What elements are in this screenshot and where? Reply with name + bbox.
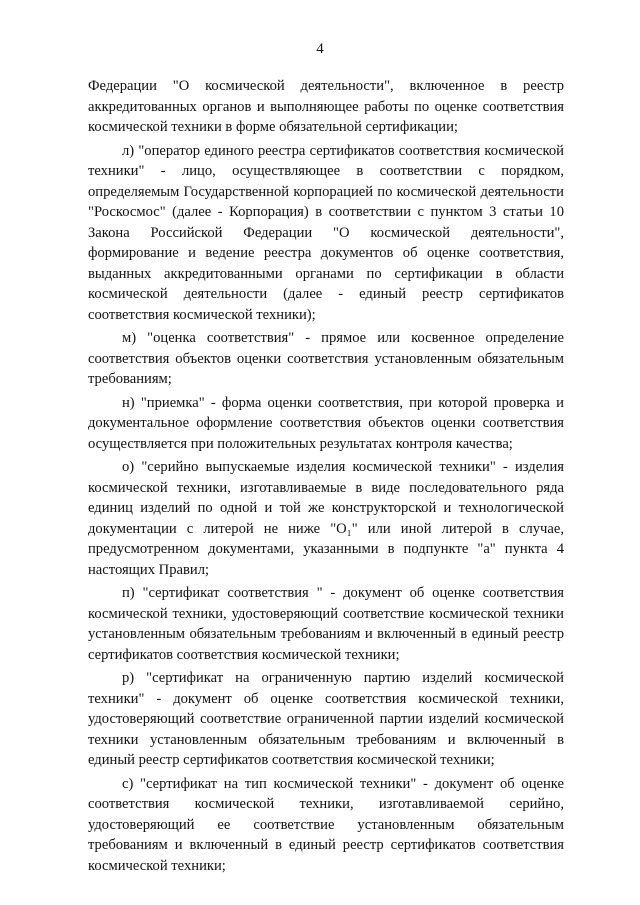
paragraph-continuation: Федерации "О космической деятельности", включенное в реестр аккредитованных органов и выполняющее работы по оценке соответствия космической техники в форме обязательной сертификации; (88, 78, 564, 135)
paragraph-item-p: п) "сертификат соответствия " - документ об оценке соответствия космической техники, удостоверяющий соответствие космической техники установленным обязательным требованиям и включенный в единый реестр сертификатов соответствия космической техники; (88, 585, 564, 663)
paragraph-item-s: с) "сертификат на тип космической техники" - документ об оценке соответствия космической техники, изготавливаемой серийно, удостоверяющий ее соответствие установленным обязательным требованиям и включенный в единый реестр сертификатов соответствия космической техники; (88, 775, 564, 874)
paragraph-item-l: л) "оператор единого реестра сертификатов соответствия космической техники" - лицо, осуществляющее в соответствии с порядком, определяемым Государственной корпорацией по космической деятельности "Роскосмос" (далее - Корпорация) в соответствии с пунктом 3 статьи 10 Закона Российской Федерации "О космической деятельности", формирование и ведение реестра документов об оценке соответствия, выданных аккредитованными органами по сертификации в области космической деятельности (далее - единый реестр сертификатов соответствия космической техники); (88, 142, 564, 323)
paragraph-item-r: р) "сертификат на ограниченную партию изделий космической техники" - документ об оценке соответствия космической техники, удостоверяющий соответствие ограниченной партии изделий космической техники установленным обязательным требованиям и включенный в единый реестр сертификатов соответствия космической техники; (88, 670, 564, 768)
paragraph-item-m: м) "оценка соответствия" - прямое или косвенное определение соответствия объектов оценки соответствия установленным обязательным требованиям; (88, 330, 564, 387)
paragraph-item-o: о) "серийно выпускаемые изделия космической техники" - изделия космической техники, изготавливаемые в виде последовательного ряда единиц изделий по одной и той же конструкторской и технологической документации с литерой не ниже "О₁" или иной литерой в случае, предусмотренном документами, указанными в подпункте "а" пункта 4 настоящих Правил; (88, 459, 564, 578)
document-body (88, 76, 564, 879)
paragraph-item-n: н) "приемка" - форма оценки соответствия, при которой проверка и документальное оформление соответствия объектов оценки соответствия осуществляется при положительных результатах контроля качества; (88, 394, 564, 452)
page-number: 4 (316, 41, 324, 57)
